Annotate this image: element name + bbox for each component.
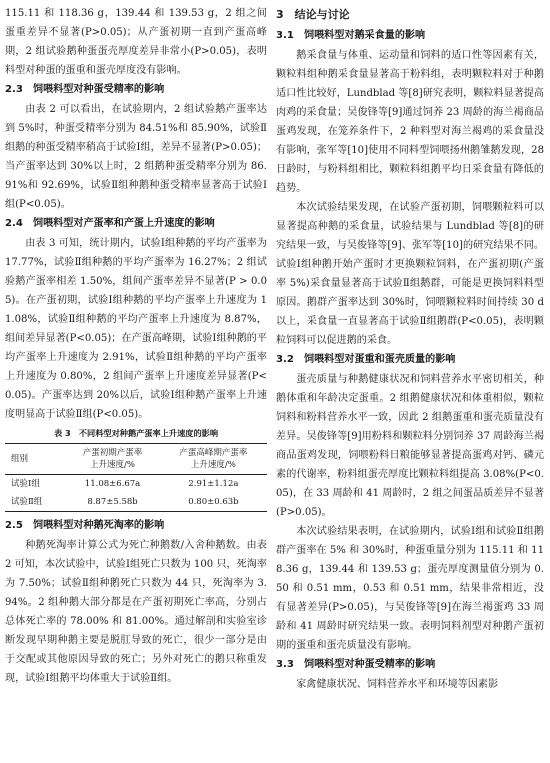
paragraph-eggshell: 蛋壳质量与种鹅健康状况和饲料营养水平密切相关，种鹅体重和年龄决定蛋重。2 组鹅健康状况和体重相似，颗粒饲料和粉料营养水平一致，因此 2 组鹅蛋重和蛋壳质量没有差异。吴俊锋等[9]用粉料和颗粒料分别饲养 37 周龄海兰褐商品蛋鸡发现，饲喂粉料日粮能够显著提高蛋鸡对钙、磷元素的代谢率，粉料组蛋壳厚度比颗粒料组提高 3.08%(P<0.05)，在 33 周龄和 41 周龄时，2 组之间蛋品质差异不显著(P>0.05)。 — [276, 374, 544, 518]
table-3-caption: 表 3 不同料型对种鹅产蛋率上升速度的影响 — [53, 428, 219, 438]
table-cell: 11.08±6.67a — [84, 479, 141, 489]
section-heading-2-3: 2.3 饲喂料型对种蛋受精率的影响 — [5, 84, 165, 95]
section-heading-2-5: 2.5 饲喂料型对种鹅死淘率的影响 — [5, 520, 165, 531]
table-header-early: 产蛋初期产蛋率 上升速度/% — [82, 448, 143, 470]
paragraph-mortality: 种鹅死淘率计算公式为死亡种鹅数/入舍种鹅数。由表 2 可知，本次试验中，试验Ⅰ组死亡只数为 100 只，死淘率为 7.50%；试验Ⅱ组种鹅死亡只数为 44 只，死淘率为 3.94%。2 组种鹅大部分都是在产蛋初期死亡率高，分别占总体死亡率的 78.00% 和 81.00%。通过解剖和实验室诊断发现早期种鹅主要是脱肛导致的死亡，很少一部分是由于交配或其他原因导致的死亡；另外对死亡的鹅只称重发现，试验Ⅰ组鹅平均体重大于试验Ⅱ组。 — [5, 540, 271, 684]
paragraph-results-eggweight-end: 115.11 和 118.36 g，139.44 和 139.53 g，2 组之间蛋重差异不显著(P>0.05)；从产蛋初期一直到产蛋高峰期，2 组试验鹅种蛋蛋壳厚度差异非常小(P>0.05)，表明料型对种蛋的蛋重和蛋壳厚度没有影响。 — [5, 8, 267, 76]
paragraph-fertility: 由表 2 可以看出，在试验期内，2 组试验鹅产蛋率达到 5%时，种蛋受精率分别为 84.51%和 85.90%，试验Ⅱ组鹅的种蛋受精率稍高于试验Ⅰ组，差异不显著(P>0.05)；当产蛋率达到 30%以上时，2 组鹅种蛋受精率分别为 86.91%和 92.69%，试验Ⅱ组种鹅种蛋受精率显著高于试验Ⅰ组(P<0.05)。 — [5, 104, 267, 210]
section-heading-3-3: 3.3 饲喂料型对种蛋受精率的影响 — [276, 659, 436, 670]
section-heading-3-2: 3.2 饲喂料型对蛋重和蛋壳质量的影响 — [276, 354, 456, 365]
right-column — [276, 4, 548, 694]
table-header-peak: 产蛋高峰期产蛋率 上升速度/% — [179, 448, 248, 470]
paragraph-fertility-discussion: 家禽健康状况、饲料营养水平和环境等因素影 — [296, 679, 499, 690]
section-heading-3-1: 3.1 饲喂料型对鹅采食量的影响 — [276, 30, 426, 41]
paragraph-laying-rate: 由表 3 可知，统计期内，试验Ⅰ组种鹅的平均产蛋率为 17.77%，试验Ⅱ组种鹅的平均产蛋率为 16.27%；2 组试验鹅产蛋率相差 1.50%，组间产蛋率差异不显著(P > 0.05)。在产蛋初期，试验Ⅰ组种鹅的平均产蛋率上升速度为 11.08%，试验Ⅱ组种鹅的平均产蛋率上升速度为 8.87%，组间差异显著(P<0.05)；在产蛋高峰期，试验Ⅰ组种鹅的平均产蛋率上升速度为 2.91%，试验Ⅱ组种鹅的平均产蛋率上升速度为 0.80%，2 组间产蛋率上升速度差异显著(P<0.05)。产蛋率达到 20%以后，试验Ⅰ组种鹅产蛋率上升速度明显高于试验Ⅱ组(P<0.05)。 — [5, 238, 271, 420]
table-header-group: 组别 — [11, 454, 29, 464]
paragraph-feed-intake: 鹅采食量与体重、运动量和饲料的适口性等因素有关，颗粒料组种鹅采食量显著高于粉料组，表明颗粒料对于种鹅适口性比较好，Lundblad 等[8]研究表明，颗粒料显著提高肉鸡的采食量；吴俊锋等[9]通过饲养 23 周龄的海兰褐商品蛋鸡发现，在笼养条件下，2 种料型对海兰褐鸡的采食量没有影响，张军等[10]使用不同料型饲喂扬州鹅雏鹅发现，28 日龄时，与粉料组相比，颗粒料组鹅平均日采食量有降低的趋势。 — [276, 50, 548, 194]
table-row — [5, 493, 267, 512]
table-cell: 试验Ⅱ组 — [11, 497, 43, 507]
table-cell: 0.80±0.63b — [188, 497, 239, 507]
section-heading-2-4: 2.4 饲喂料型对产蛋率和产蛋上升速度的影响 — [5, 218, 215, 229]
table-cell: 试验Ⅰ组 — [11, 479, 40, 489]
table-row — [5, 475, 267, 494]
paragraph-feed-intake-results: 本次试验结果发现，在试验产蛋初期，饲喂颗粒料可以显著提高种鹅的采食量，试验结果与 Lundblad 等[8]的研究结果一致，与吴俊锋等[9]、张军等[10]的研究结果不同。试验Ⅰ组种鹅开始产蛋时才更换颗粒饲料，在产蛋初期(产蛋率 5%)采食量显著高于试验Ⅱ组鹅群，可能是更换饲料料型原因。鹅群产蛋率达到 30%时，饲喂颗粒料时间持续 30 d 以上，采食量一直显著高于试验Ⅱ组鹅群(P<0.05)，表明颗粒饲料可以促进鹅的采食。 — [276, 202, 548, 346]
table-header-row — [5, 444, 267, 475]
table-cell: 8.87±5.58b — [87, 497, 138, 507]
table-cell: 2.91±1.12a — [188, 479, 239, 489]
section-heading-3: 3 结论与讨论 — [276, 8, 350, 21]
left-column — [5, 4, 271, 688]
table-3 — [5, 443, 267, 512]
paragraph-eggshell-results: 本次试验结果表明，在试验期内，试验Ⅰ组和试验Ⅱ组鹅群产蛋率在 5% 和 30%时，种蛋重量分别为 115.11 和 118.36 g，139.44 和 139.53 g；蛋壳厚度测量值分别为 0.50 和 0.51 mm，0.53 和 0.51 mm，结果非常相近，没有显著差异(P>0.05)，与吴俊锋等[9]在海兰褐蛋鸡 33 周龄和 41 周龄时研究结果一致。表明饲料剂型对种鹅产蛋初期的蛋重和蛋壳质量没有影响。 — [276, 526, 544, 651]
